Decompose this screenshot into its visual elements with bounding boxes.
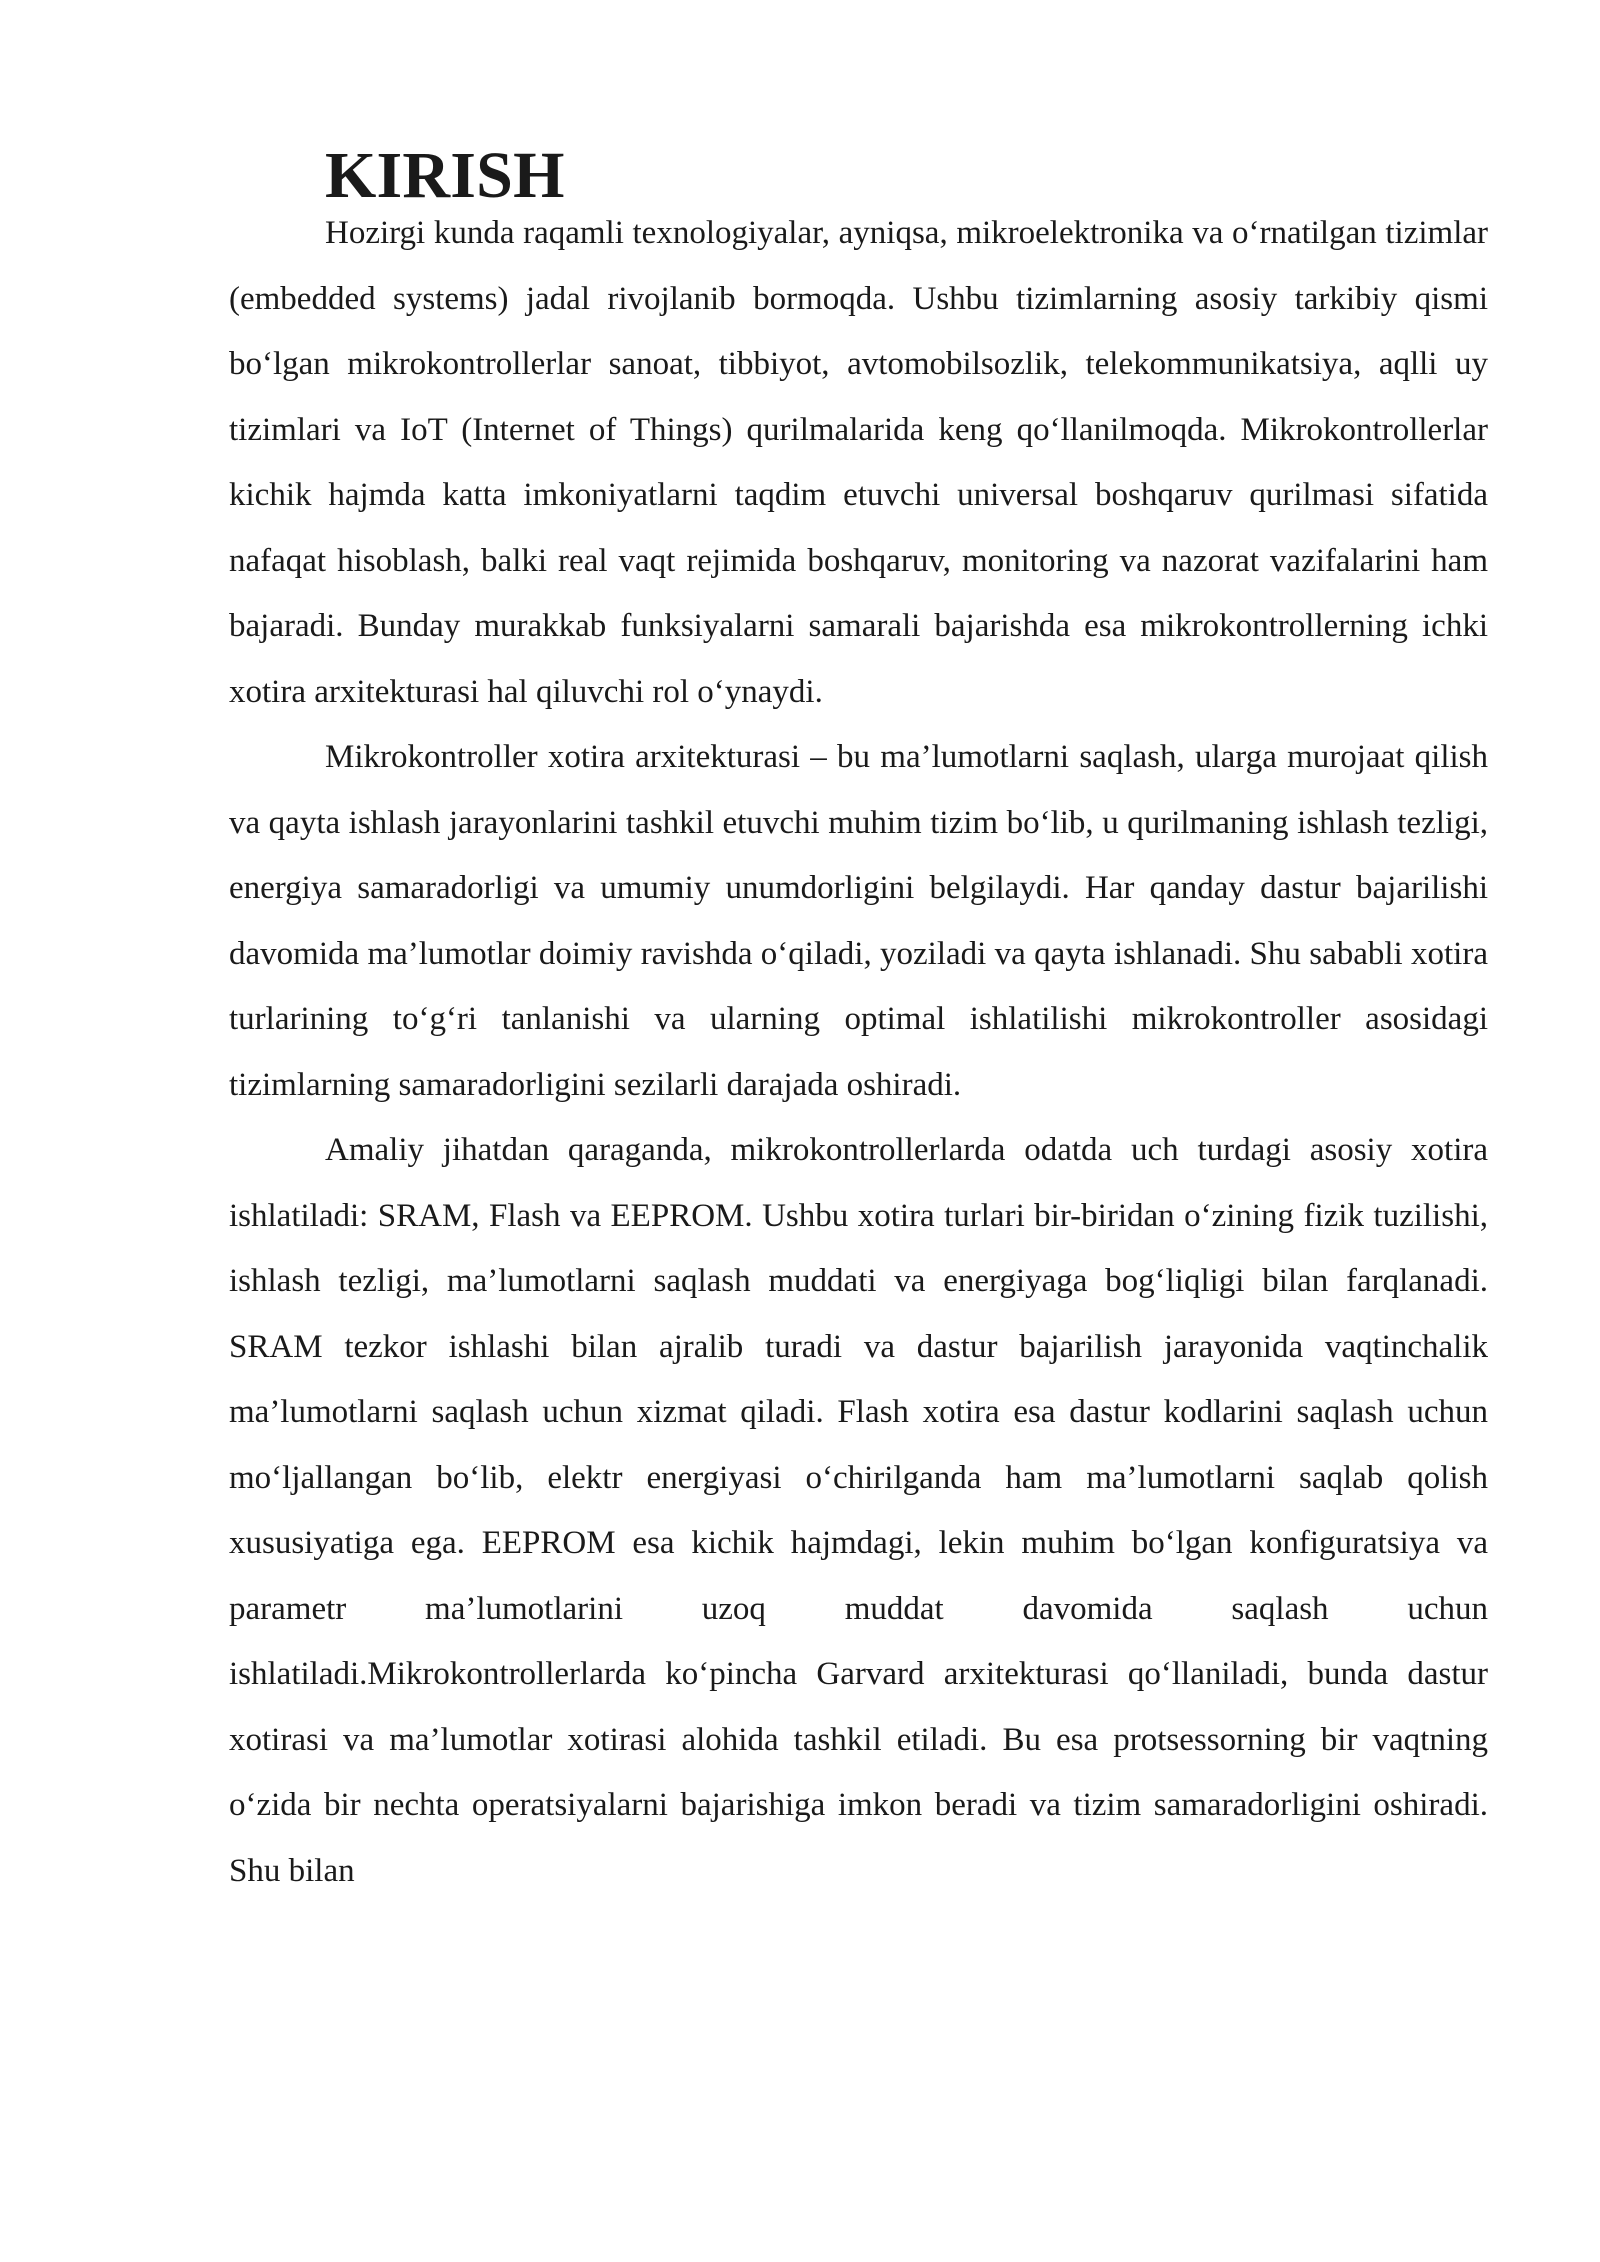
document-body (229, 139, 1488, 1904)
paragraph-3: Amaliy jihatdan qaraganda, mikrokontrollerlarda odatda uch turdagi asosiy xotira ishlatiladi: SRAM, Flash va EEPROM. Ushbu xotira turlari bir-biridan o‘zining fizik tuzilishi, ishlash tezligi, ma’lumotlarni saqlash muddati va energiyaga bog‘liqligi bilan farqlanadi. SRAM tezkor ishlashi bilan ajralib turadi va dastur bajarilish jarayonida vaqtinchalik ma’lumotlarni saqlash uchun xizmat qiladi. Flash xotira esa dastur kodlarini saqlash uchun mo‘ljallangan bo‘lib, elektr energiyasi o‘chirilganda ham ma’lumotlarni saqlab qolish xususiyatiga ega. EEPROM esa kichik hajmdagi, lekin muhim bo‘lgan konfiguratsiya va parametr ma’lumotlarini uzoq muddat davomida saqlash uchun ishlatiladi.Mikrokontrollerlarda ko‘pincha Garvard arxitekturasi qo‘llaniladi, bunda dastur xotirasi va ma’lumotlar xotirasi alohida tashkil etiladi. Bu esa protsessorning bir vaqtning o‘zida bir nechta operatsiyalarni bajarishiga imkon beradi va tizim samaradorligini oshiradi. Shu bilan (229, 1132, 1488, 1889)
paragraph-1: Hozirgi kunda raqamli texnologiyalar, ayniqsa, mikroelektronika va o‘rnatilgan tizimlar (embedded systems) jadal rivojlanib bormoqda. Ushbu tizimlarning asosiy tarkibiy qismi bo‘lgan mikrokontrollerlar sanoat, tibbiyot, avtomobilsozlik, telekommunikatsiya, aqlli uy tizimlari va IoT (Internet of Things) qurilmalarida keng qo‘llanilmoqda. Mikrokontrollerlar kichik hajmda katta imkoniyatlarni taqdim etuvchi universal boshqaruv qurilmasi sifatida nafaqat hisoblash, balki real vaqt rejimida boshqaruv, monitoring va nazorat vazifalarini ham bajaradi. Bunday murakkab funksiyalarni samarali bajarishda esa mikrokontrollerning ichki xotira arxitekturasi hal qiluvchi rol o‘ynaydi. (229, 215, 1488, 710)
section-heading: KIRISH (325, 139, 565, 212)
paragraph-2: Mikrokontroller xotira arxitekturasi – bu ma’lumotlarni saqlash, ularga murojaat qilish va qayta ishlash jarayonlarini tashkil etuvchi muhim tizim bo‘lib, u qurilmaning ishlash tezligi, energiya samaradorligi va umumiy unumdorligini belgilaydi. Har qanday dastur bajarilishi davomida ma’lumotlar doimiy ravishda o‘qiladi, yoziladi va qayta ishlanadi. Shu sababli xotira turlarining to‘g‘ri tanlanishi va ularning optimal ishlatilishi mikrokontroller asosidagi tizimlarning samaradorligini sezilarli darajada oshiradi. (229, 739, 1488, 1103)
